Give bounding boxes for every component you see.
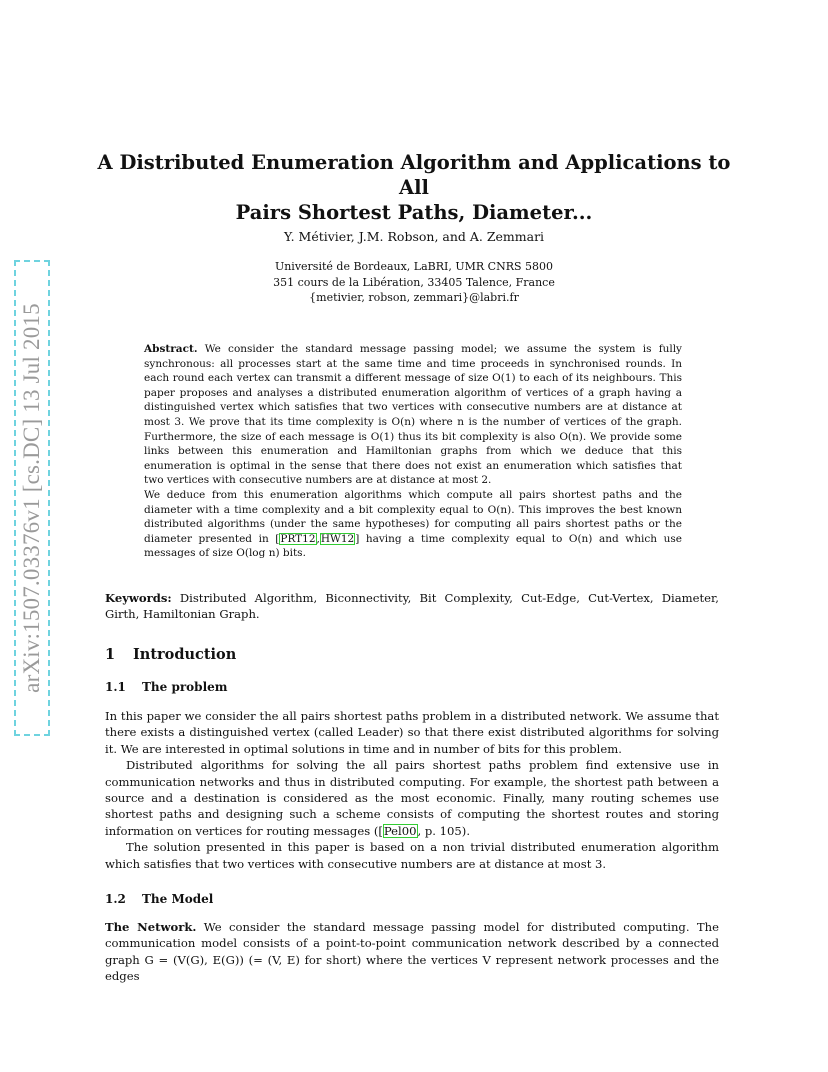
body-text: Distributed algorithms for solving the all pairs shortest paths problem find extensive use in communication networks and thus in distributed computing. For example, the shortest path between a source and a destination is considered as the most economic. Finally, many routing schemes use shortest paths and designing such a scheme consists of computing the shortest routes and storing information on vertices for routing messages ([ bbox=[105, 758, 719, 838]
subsection-heading bbox=[105, 892, 719, 906]
subsection-number: 1.1 bbox=[105, 680, 126, 694]
section-body bbox=[105, 708, 719, 872]
abstract-text: We consider the standard message passing model; we assume the system is fully synchronous: all processes start at the same time and time proceeds in synchronised rounds. In each round each vertex can transmit a different message of size O(1) to each of its neighbours. This paper proposes and analyses a distributed enumeration algorithm of vertices of a graph having a distinguished vertex which satisfies that two vertices with consecutive numbers are at distance at most 3. We prove that its time complexity is O(n) where n is the number of vertices of the graph. Furthermore, the size of each message is O(1) thus its bit complexity is also O(n). We provide some links between this enumeration and Hamiltonian graphs from which we deduce that this enumeration is optimal in the sense that there does not exist an enumeration which satisfies that two vertices with consecutive numbers are at distance at most 2. bbox=[144, 343, 682, 487]
title-line-2: Pairs Shortest Paths, Diameter... bbox=[235, 201, 593, 224]
body-text: We consider the standard message passing model for distributed computing. The communication model consists of a point-to-point communication network described by a connected graph G = (V(G), E(G)) (= (V, E) for short) where the vertices V represent network processes and the edges bbox=[105, 920, 719, 984]
section-title: Introduction bbox=[133, 646, 237, 663]
subsection-heading bbox=[105, 680, 719, 694]
affiliation bbox=[90, 259, 738, 306]
title-line-1: A Distributed Enumeration Algorithm and Applications to All bbox=[97, 151, 731, 199]
subsection-title: The problem bbox=[142, 680, 228, 694]
abstract-label: Abstract. bbox=[144, 343, 198, 355]
arxiv-identifier: arXiv:1507.03376v1 [cs.DC] 13 Jul 2015 bbox=[19, 303, 45, 693]
author-list: Y. Métivier, J.M. Robson, and A. Zemmari bbox=[283, 229, 545, 244]
section-heading bbox=[105, 646, 719, 663]
section-number: 1 bbox=[105, 646, 116, 663]
abstract-paragraph bbox=[144, 488, 682, 561]
paragraph-heading: The Network. bbox=[105, 920, 197, 934]
keywords-text: Distributed Algorithm, Biconnectivity, Bit Complexity, Cut-Edge, Cut-Vertex, Diameter, Girth, Hamiltonian Graph. bbox=[105, 591, 719, 622]
paper-title bbox=[90, 150, 738, 225]
keywords bbox=[105, 590, 719, 623]
affiliation-address: 351 cours de la Libération, 33405 Talence, France bbox=[273, 275, 555, 289]
arxiv-stamp bbox=[14, 260, 50, 736]
body-paragraph: The solution presented in this paper is based on a non trivial distributed enumeration algorithm which satisfies that two vertices with consecutive numbers are at distance at most 3. bbox=[105, 840, 719, 871]
affiliation-line: Université de Bordeaux, LaBRI, UMR CNRS 5800 bbox=[274, 260, 554, 273]
abstract bbox=[144, 342, 682, 561]
citation-link[interactable]: HW12 bbox=[320, 532, 355, 545]
body-paragraph bbox=[105, 757, 719, 839]
abstract-text: We deduce from this enumeration algorithms which compute all pairs shortest paths and the diameter with a time complexity and a bit complexity equal to O(n). This improves the best known distributed algorithms (under the same hypotheses) for computing all pairs shortest paths or the diameter presented in [ bbox=[144, 488, 682, 545]
body-paragraph: In this paper we consider the all pairs shortest paths problem in a distributed network. We assume that there exists a distinguished vertex (called Leader) so that there exist distributed algorithms for solving it. We are interested in optimal solutions in time and in number of bits for this problem. bbox=[105, 709, 719, 756]
citation-separator: , bbox=[316, 532, 320, 545]
citation-link[interactable]: Pel00 bbox=[383, 823, 417, 838]
body-text: , p. 105). bbox=[417, 823, 471, 838]
abstract-text: ] having a time complexity equal to O(n) and which use messages of size O(log n) bits. bbox=[144, 532, 682, 560]
keywords-label: Keywords: bbox=[105, 591, 172, 605]
author-emails: {metivier, robson, zemmari}@labri.fr bbox=[309, 291, 519, 304]
body-paragraph bbox=[105, 919, 719, 985]
subsection-number: 1.2 bbox=[105, 892, 126, 906]
subsection-title: The Model bbox=[142, 892, 214, 906]
citation-link[interactable]: PRT12 bbox=[280, 532, 316, 545]
abstract-paragraph bbox=[144, 342, 682, 488]
